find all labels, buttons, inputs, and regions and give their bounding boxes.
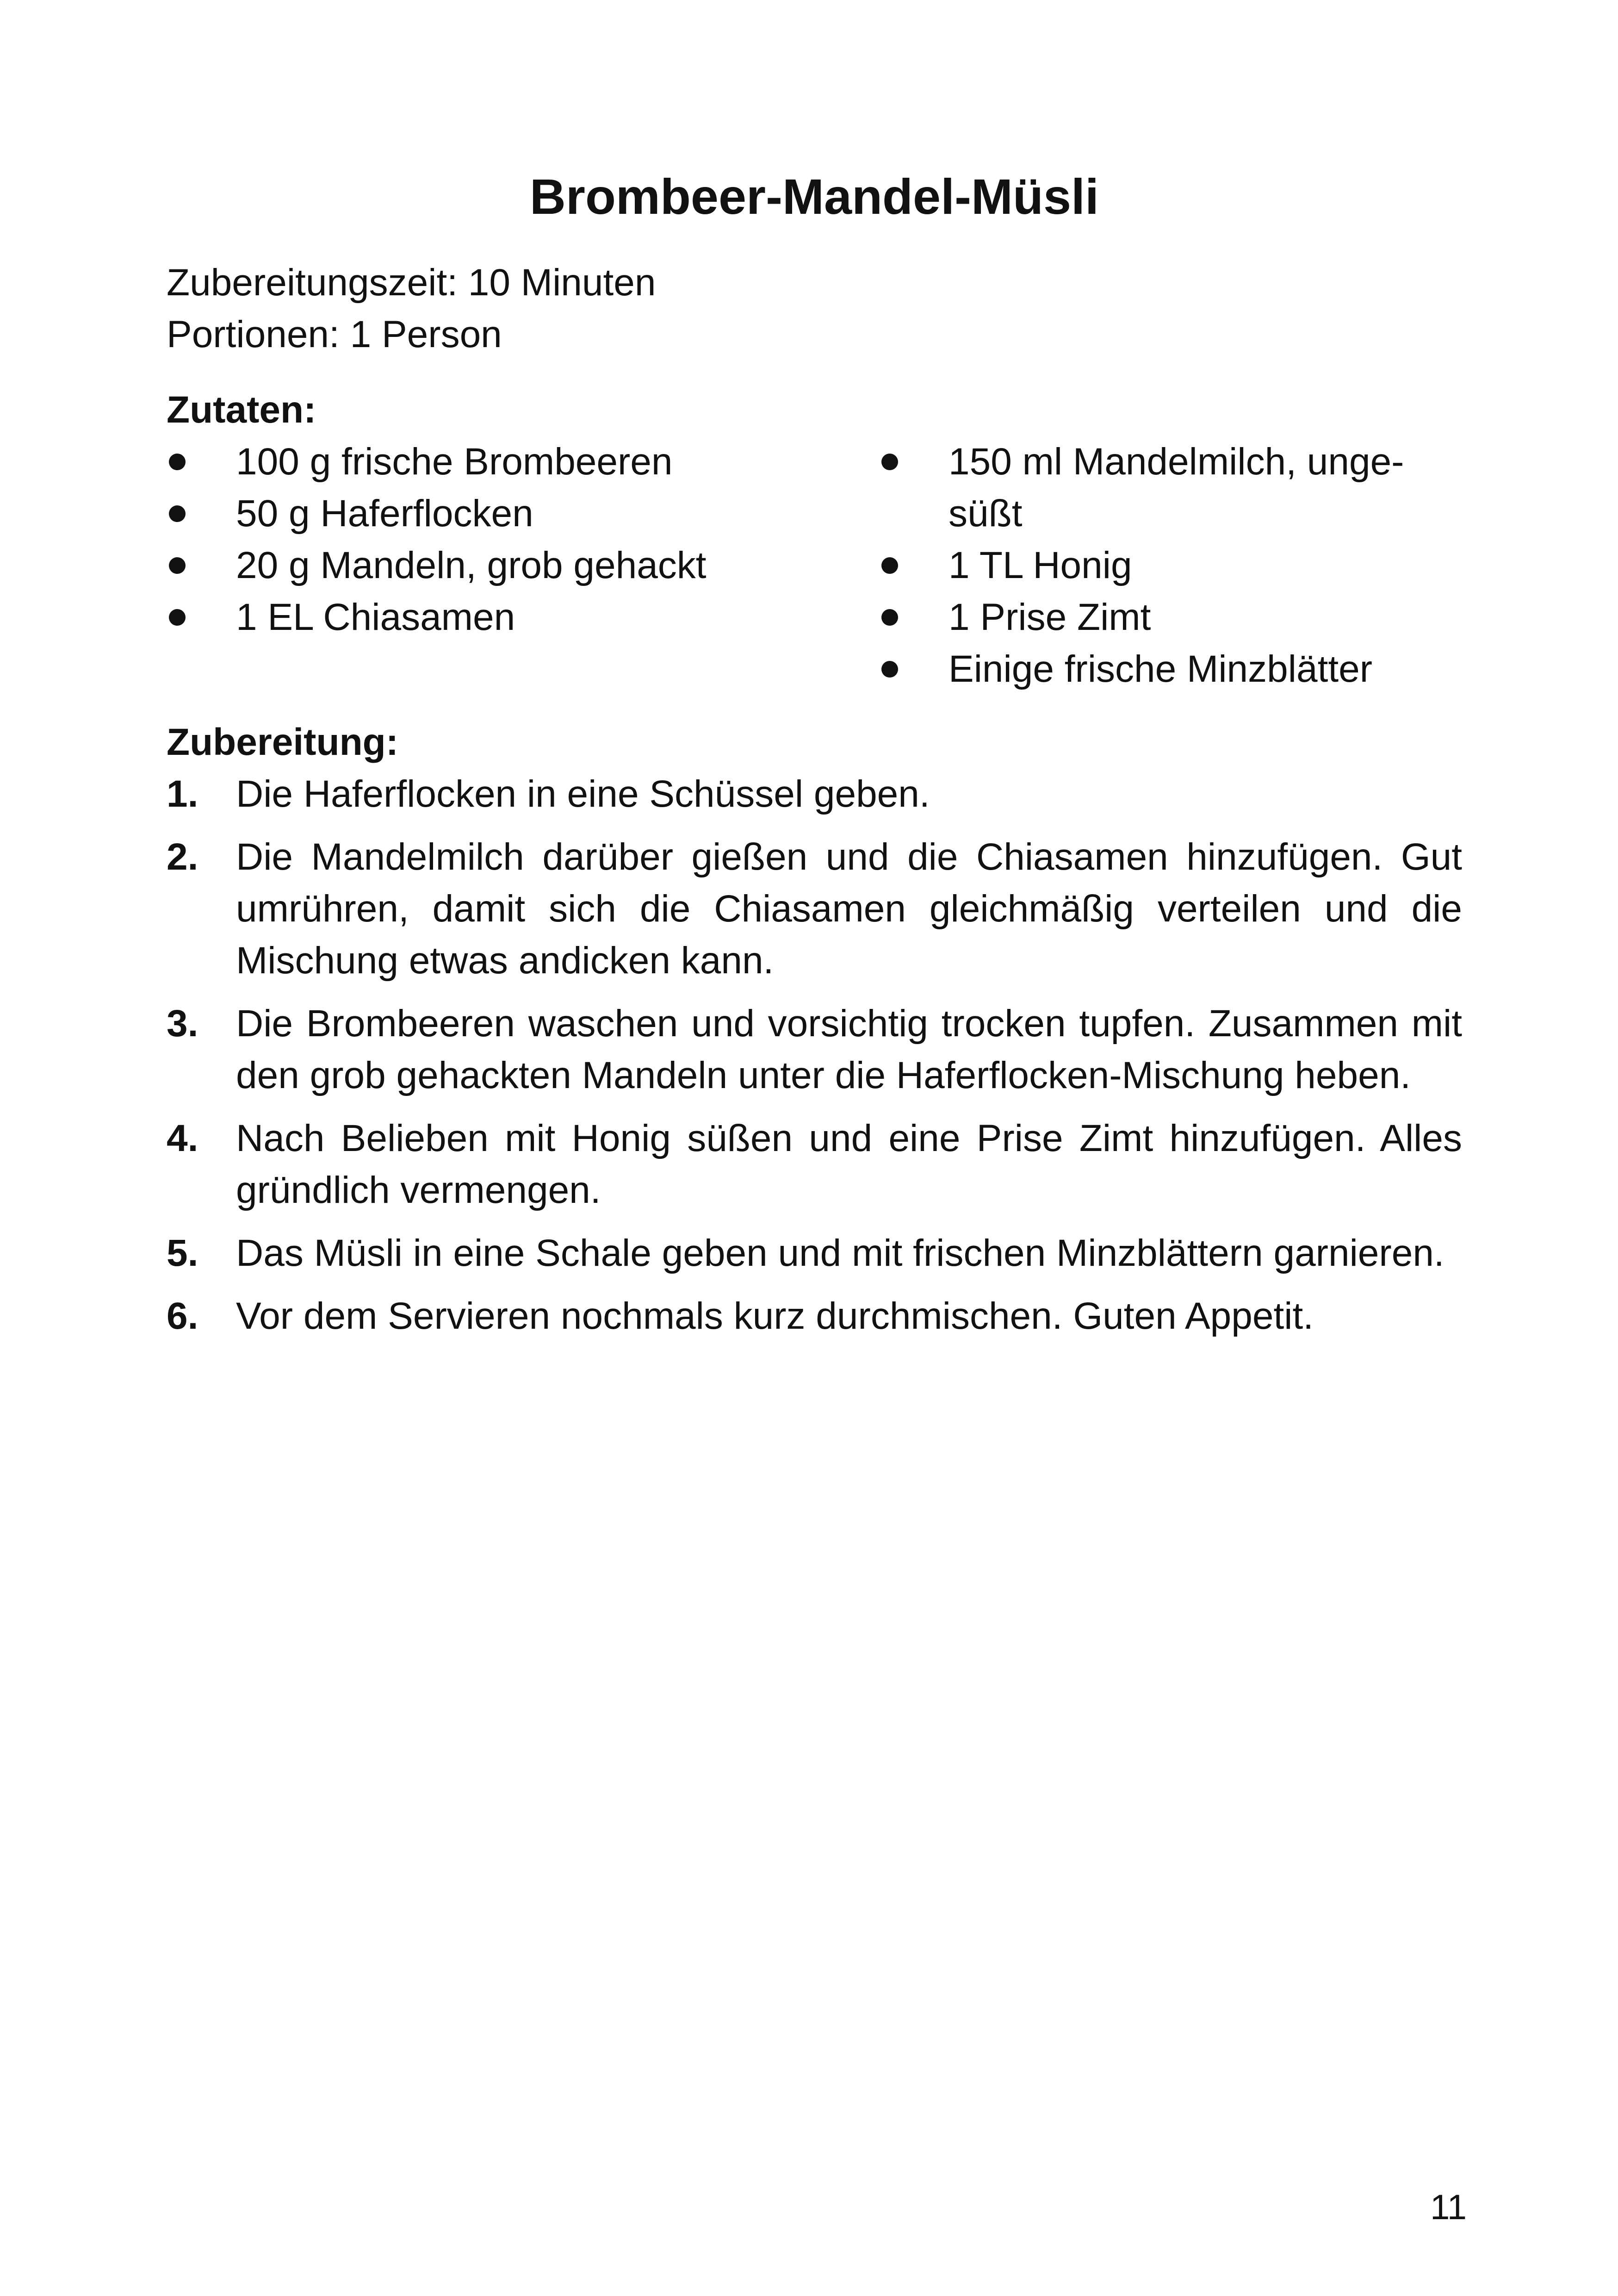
step-number: 5.: [167, 1232, 198, 1274]
ingredient-text: 150 ml Mandelmilch, unge- süßt: [948, 441, 1404, 535]
step-text: Die Mandelmilch darüber gießen und die Chiasamen hinzufügen. Gut umrühren, damit sich die Chiasamen gleichmäßig verteilen und die Mischung etwas andicken kann.: [236, 836, 1462, 982]
step-number: 3.: [167, 1002, 198, 1045]
recipe-meta: [167, 257, 656, 361]
ingredients-list-left: [167, 436, 707, 643]
step-text: Nach Belieben mit Honig süßen und eine Prise Zimt hinzufügen. Alles gründlich vermengen.: [236, 1117, 1462, 1211]
step-number: 2.: [167, 836, 198, 878]
ingredient-item: [167, 540, 707, 591]
ingredient-text: 1 EL Chiasamen: [236, 596, 515, 638]
ingredient-text: 50 g Haferflocken: [236, 492, 533, 535]
bullet-icon: [169, 609, 186, 626]
ingredient-item: [879, 540, 1404, 591]
ingredients-heading: Zutaten:: [167, 389, 316, 431]
servings: Portionen: 1 Person: [167, 313, 502, 355]
ingredient-text: 1 TL Honig: [948, 544, 1132, 586]
ingredient-item: [167, 436, 707, 488]
ingredient-item: [167, 488, 707, 540]
ingredient-text: 1 Prise Zimt: [948, 596, 1151, 638]
prep-time: Zubereitungszeit: 10 Minuten: [167, 261, 656, 304]
bullet-icon: [169, 505, 186, 522]
ingredient-text: Einige frische Minzblätter: [948, 648, 1373, 690]
step-item: [167, 1227, 1462, 1279]
step-item: [167, 998, 1462, 1101]
ingredients-list-right: [879, 436, 1404, 695]
ingredient-text: 20 g Mandeln, grob gehackt: [236, 544, 707, 586]
ingredient-item: [879, 591, 1404, 643]
step-item: [167, 768, 1462, 820]
bullet-icon: [881, 609, 898, 626]
bullet-icon: [169, 557, 186, 574]
page-number: 11: [1430, 2188, 1467, 2227]
ingredient-item: [879, 436, 1404, 540]
step-number: 1.: [167, 773, 198, 815]
bullet-icon: [881, 661, 898, 678]
step-item: [167, 1113, 1462, 1216]
recipe-title: Brombeer-Mandel-Müsli: [529, 168, 1099, 224]
bullet-icon: [169, 454, 186, 470]
steps-list: [167, 768, 1462, 1353]
step-text: Vor dem Servieren nochmals kurz durchmischen. Guten Appetit.: [236, 1295, 1314, 1337]
ingredient-item: [879, 643, 1404, 695]
step-number: 4.: [167, 1117, 198, 1159]
bullet-icon: [881, 454, 898, 470]
step-item: [167, 1290, 1462, 1342]
step-text: Das Müsli in eine Schale geben und mit frischen Minzblättern garnieren.: [236, 1232, 1444, 1274]
ingredient-text: 100 g frische Brombeeren: [236, 441, 673, 483]
steps-heading: Zubereitung:: [167, 721, 399, 763]
bullet-icon: [881, 557, 898, 574]
step-item: [167, 831, 1462, 987]
step-number: 6.: [167, 1295, 198, 1337]
ingredient-item: [167, 591, 707, 643]
step-text: Die Brombeeren waschen und vorsichtig trocken tupfen. Zusammen mit den grob gehackten Mandeln unter die Haferflocken-Mischung heben.: [236, 1002, 1462, 1096]
step-text: Die Haferflocken in eine Schüssel geben.: [236, 773, 930, 815]
